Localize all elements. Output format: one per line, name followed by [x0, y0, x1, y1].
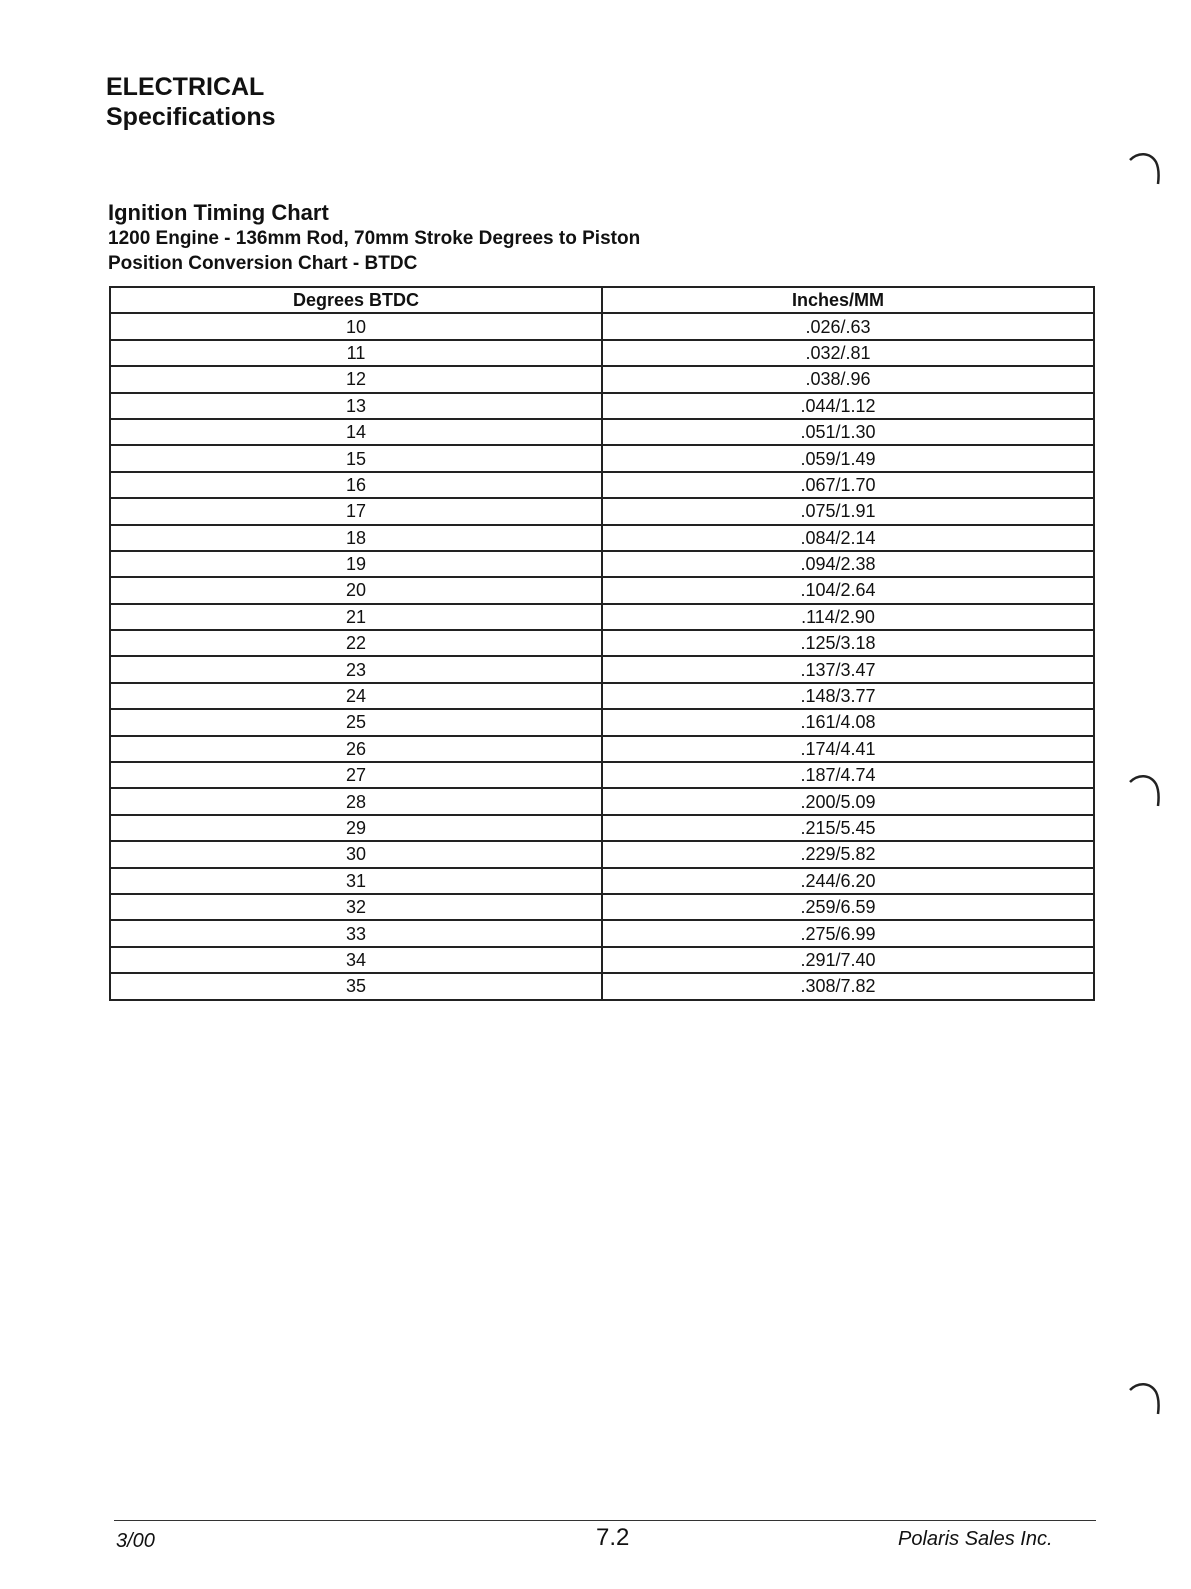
- inches-mm-value: .032/.81: [805, 342, 871, 363]
- inches-mm-value: .104/2.64: [800, 580, 876, 601]
- inches-mm-value: .051/1.30: [800, 422, 876, 443]
- inches-mm-cell: [602, 630, 1094, 656]
- degrees-cell: 27: [110, 762, 602, 788]
- column-header-degrees: Degrees BTDC: [110, 287, 602, 313]
- table-row: [110, 973, 1094, 999]
- degrees-cell: 11: [110, 340, 602, 366]
- degrees-cell: 20: [110, 577, 602, 603]
- inches-mm-value: .067/1.70: [800, 474, 876, 495]
- inches-mm-cell: [602, 736, 1094, 762]
- table-row: [110, 551, 1094, 577]
- degrees-cell: 22: [110, 630, 602, 656]
- inches-mm-cell: [602, 577, 1094, 603]
- inches-mm-cell: [602, 947, 1094, 973]
- inches-mm-cell: [602, 313, 1094, 339]
- table-row: [110, 366, 1094, 392]
- degrees-cell: 26: [110, 736, 602, 762]
- degrees-cell: 12: [110, 366, 602, 392]
- degrees-cell: 33: [110, 920, 602, 946]
- inches-mm-value: .137/3.47: [800, 659, 876, 680]
- table-row: [110, 656, 1094, 682]
- inches-mm-value: .114/2.90: [801, 606, 875, 627]
- inches-mm-value: .291/7.40: [800, 949, 876, 970]
- degrees-cell: 14: [110, 419, 602, 445]
- degrees-cell: 29: [110, 815, 602, 841]
- section-title: ELECTRICAL: [106, 73, 265, 101]
- inches-mm-cell: [602, 868, 1094, 894]
- table-row: [110, 577, 1094, 603]
- inches-mm-cell: [602, 788, 1094, 814]
- inches-mm-value: .075/1.91: [800, 501, 876, 522]
- inches-mm-value: .094/2.38: [800, 554, 876, 575]
- column-header-inches-mm: [602, 287, 1094, 313]
- degrees-cell: 32: [110, 894, 602, 920]
- table-row: [110, 736, 1094, 762]
- table-row: [110, 815, 1094, 841]
- footer-date: 3/00: [116, 1530, 155, 1552]
- degrees-cell: 24: [110, 683, 602, 709]
- table-row: [110, 841, 1094, 867]
- table-row: [110, 472, 1094, 498]
- inches-mm-value: .148/3.77: [800, 686, 876, 707]
- degrees-cell: 15: [110, 445, 602, 471]
- inches-mm-cell: [602, 472, 1094, 498]
- table-header-row: [110, 287, 1094, 313]
- chart-subtitle: 1200 Engine - 136mm Rod, 70mm Stroke Degrees to Piston Position Conversion Chart - BTDC: [108, 228, 641, 274]
- inches-mm-cell: [602, 815, 1094, 841]
- inches-mm-value: .259/6.59: [800, 897, 876, 918]
- inches-mm-cell: [602, 525, 1094, 551]
- table-row: [110, 604, 1094, 630]
- inches-mm-cell: [602, 841, 1094, 867]
- degrees-cell: 35: [110, 973, 602, 999]
- table-row: [110, 525, 1094, 551]
- degrees-cell: 17: [110, 498, 602, 524]
- section-heading: [106, 72, 276, 132]
- table-row: [110, 393, 1094, 419]
- ignition-timing-table: [109, 286, 1095, 1001]
- inches-mm-cell: [602, 604, 1094, 630]
- inches-mm-value: .125/3.18: [800, 633, 876, 654]
- inches-mm-value: .044/1.12: [800, 395, 876, 416]
- subsection-title: Specifications: [106, 103, 276, 131]
- inches-mm-value: .229/5.82: [800, 844, 876, 865]
- degrees-cell: 34: [110, 947, 602, 973]
- inches-mm-value: .174/4.41: [800, 738, 876, 759]
- inches-mm-value: .308/7.82: [800, 976, 876, 997]
- table-row: [110, 498, 1094, 524]
- chart-heading: [108, 200, 708, 276]
- inches-mm-cell: [602, 498, 1094, 524]
- footer-company: Polaris Sales Inc.: [898, 1528, 1053, 1550]
- table-row: [110, 630, 1094, 656]
- inches-mm-value: .215/5.45: [800, 818, 876, 838]
- degrees-cell: 23: [110, 656, 602, 682]
- table-row: [110, 683, 1094, 709]
- column-header-inches-mm-label: Inches/MM: [791, 290, 884, 311]
- inches-mm-cell: [602, 340, 1094, 366]
- inches-mm-cell: [602, 551, 1094, 577]
- inches-mm-value: .161/4.08: [800, 712, 876, 733]
- inches-mm-value: .084/2.14: [800, 527, 876, 548]
- binder-hole-mark-bottom: [1128, 1380, 1162, 1420]
- inches-mm-value: .038/.96: [805, 369, 871, 390]
- inches-mm-cell: [602, 709, 1094, 735]
- table-row: [110, 340, 1094, 366]
- table-row: [110, 709, 1094, 735]
- footer-divider: [114, 1520, 1096, 1521]
- degrees-cell: 31: [110, 868, 602, 894]
- degrees-cell: 28: [110, 788, 602, 814]
- degrees-cell: 19: [110, 551, 602, 577]
- table-row: [110, 868, 1094, 894]
- inches-mm-value: .244/6.20: [800, 870, 876, 891]
- inches-mm-value: .059/1.49: [800, 448, 876, 469]
- inches-mm-value: .026/.63: [805, 316, 871, 337]
- inches-mm-cell: [602, 366, 1094, 392]
- table-row: [110, 894, 1094, 920]
- degrees-cell: 18: [110, 525, 602, 551]
- table-row: [110, 313, 1094, 339]
- inches-mm-cell: [602, 920, 1094, 946]
- degrees-cell: 16: [110, 472, 602, 498]
- inches-mm-value: .187/4.74: [800, 765, 876, 786]
- inches-mm-cell: [602, 445, 1094, 471]
- inches-mm-cell: [602, 393, 1094, 419]
- table-row: [110, 445, 1094, 471]
- degrees-cell: 10: [110, 313, 602, 339]
- degrees-cell: 21: [110, 604, 602, 630]
- inches-mm-cell: [602, 894, 1094, 920]
- binder-hole-mark-middle: [1128, 772, 1162, 812]
- inches-mm-value: .200/5.09: [800, 791, 876, 812]
- inches-mm-cell: [602, 656, 1094, 682]
- table-row: [110, 947, 1094, 973]
- table-row: [110, 419, 1094, 445]
- chart-title: Ignition Timing Chart: [108, 200, 329, 225]
- table-row: [110, 920, 1094, 946]
- inches-mm-cell: [602, 762, 1094, 788]
- degrees-cell: 30: [110, 841, 602, 867]
- degrees-cell: 25: [110, 709, 602, 735]
- inches-mm-cell: [602, 683, 1094, 709]
- degrees-cell: 13: [110, 393, 602, 419]
- table-row: [110, 762, 1094, 788]
- table-row: [110, 788, 1094, 814]
- page-number: 7.2: [596, 1524, 630, 1551]
- inches-mm-value: .275/6.99: [800, 923, 876, 944]
- inches-mm-cell: [602, 419, 1094, 445]
- binder-hole-mark-top: [1128, 150, 1162, 190]
- inches-mm-cell: [602, 973, 1094, 999]
